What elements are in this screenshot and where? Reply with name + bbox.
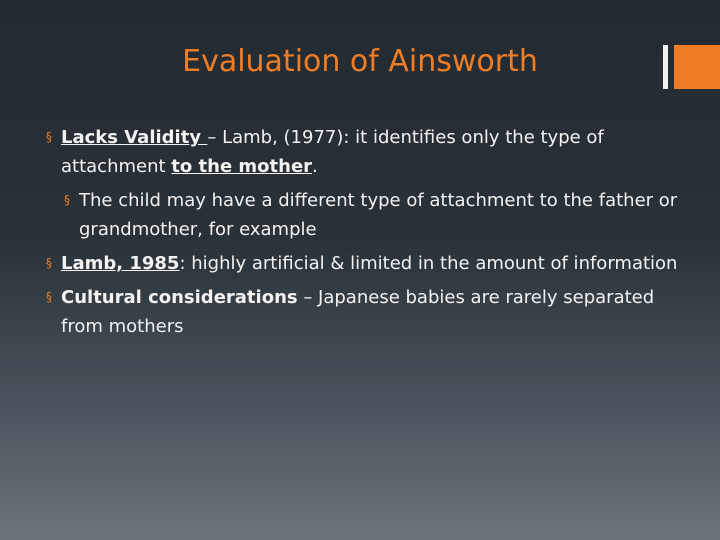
bullet-text-japanese-babies: – Japanese babies are rarely separated from mothers xyxy=(61,287,655,337)
bullet-tail: . xyxy=(312,156,318,177)
bullet-text-artificial: : highly artificial & limited in the amount of information xyxy=(179,253,678,274)
bullet-item-lamb-1985 xyxy=(46,249,686,278)
bullet-text-different-attachment: The child may have a different type of attachment to the father or grandmother, for example xyxy=(79,190,678,240)
bullet-item-lacks-validity xyxy=(46,123,686,181)
bullet-icon: § xyxy=(64,193,70,207)
bullet-lead-cultural-considerations: Cultural considerations xyxy=(61,287,298,308)
bullet-icon: § xyxy=(46,256,52,270)
accent-bar-thick xyxy=(674,45,720,89)
bullet-lead-lacks-validity: Lacks Validity xyxy=(61,127,208,148)
bullet-item-different-attachment xyxy=(64,186,686,244)
bullet-lead-lamb-1985: Lamb, 1985 xyxy=(61,253,180,274)
bullet-icon: § xyxy=(46,290,52,304)
bullet-emph-to-the-mother: to the mother xyxy=(171,156,313,177)
accent-bar-thin xyxy=(663,45,668,89)
bullet-icon: § xyxy=(46,130,52,144)
bullet-item-cultural-considerations xyxy=(46,283,686,341)
bullet-list xyxy=(46,123,686,346)
slide-title: Evaluation of Ainsworth xyxy=(182,44,538,79)
bullet-text-lamb-1977: – Lamb, (1977): it identifies only the type of attachment xyxy=(61,127,604,177)
